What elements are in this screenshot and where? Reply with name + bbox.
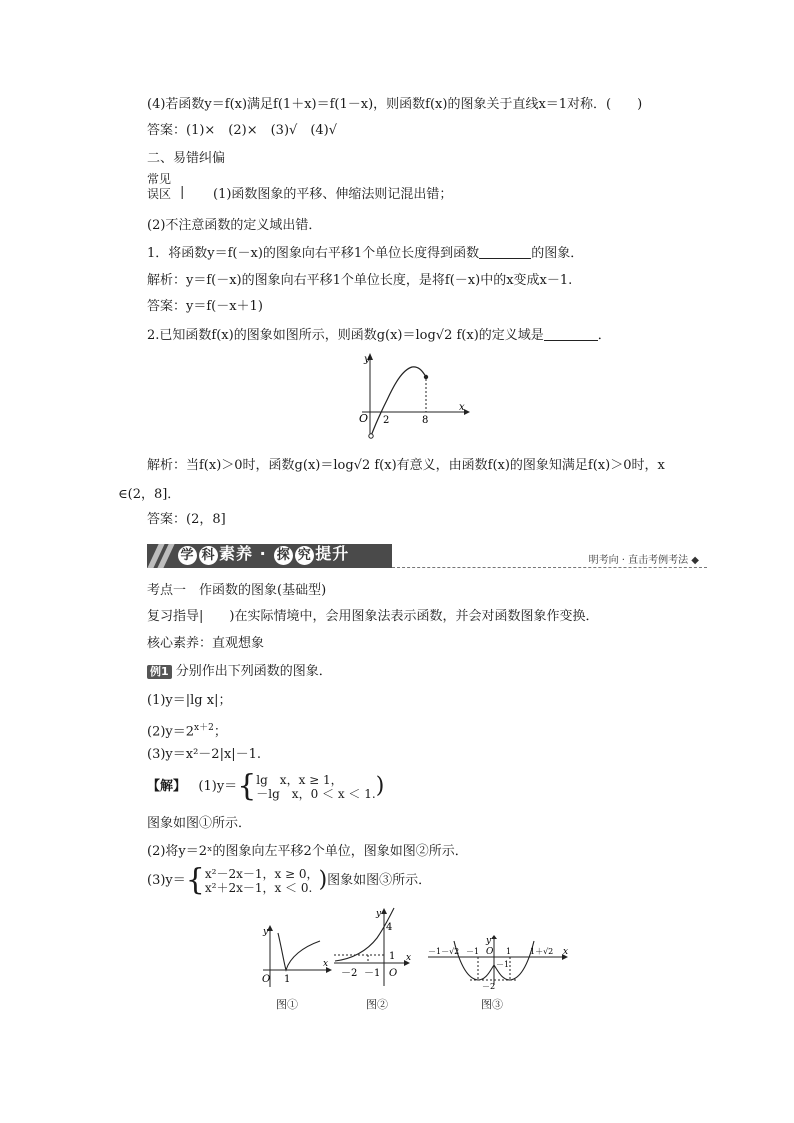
function-graph [352, 350, 472, 445]
banner-end: 提升 [315, 544, 350, 563]
figure-2-caption: 图② [366, 998, 388, 1011]
fig3-tick-a: －1－√2 [428, 947, 460, 956]
function-2 [147, 719, 227, 741]
case-top-1: lg x，x ≥ 1， [256, 772, 343, 787]
problem-2-answer: 答案：(2，8] [147, 512, 226, 527]
closed-point [424, 375, 428, 379]
fig1-tick-1: 1 [284, 974, 291, 985]
example-1 [147, 663, 332, 681]
q4-text: (4)若函数y＝f(x)满足f(1＋x)＝f(1－x)，则函数f(x)的图象关于直线x＝1对称．( ) [147, 97, 643, 112]
banner-char-4: 究 [295, 546, 314, 565]
example-1-text: 分别作出下列函数的图象． [175, 664, 332, 679]
problem-2-end: ． [597, 328, 611, 343]
banner-rule [392, 567, 707, 568]
core-literacy: 核心素养：直观想象 [147, 636, 265, 651]
figure-1-caption: 图① [276, 998, 298, 1011]
answer-1: 答案：(1)× (2)× (3)√ (4)√ [147, 123, 338, 138]
case-bottom-3: x²＋2x－1，x ＜ 0. [204, 880, 313, 895]
section-heading: 二、易错纠偏 [147, 151, 226, 166]
solution-1-cases [256, 773, 375, 801]
x-arrow [464, 409, 470, 415]
fig2-origin: O [389, 968, 398, 979]
right-paren-1: ) [375, 773, 385, 799]
problem-1-answer: 答案：y＝f(－x＋1) [147, 299, 263, 314]
fig3-origin: O [486, 947, 494, 957]
function-3: (3)y＝x²－2|x|－1. [147, 747, 262, 762]
banner-subtitle: 明考向 · 直击考例考法 ◆ [588, 555, 699, 566]
solution-3-cases [205, 867, 319, 895]
problem-1-solution: 解析：y＝f(－x)的图象向右平移1个单位长度，是将f(－x)中的x变成x－1. [147, 273, 573, 288]
left-brace-3: { [185, 862, 205, 898]
banner-char-3: 探 [274, 546, 293, 565]
mistake-item-1: (1)函数图象的平移、伸缩法则记混出错； [213, 187, 453, 202]
tick-8: 8 [422, 415, 429, 426]
fig2-tick-neg1: －1 [364, 968, 381, 979]
solution-2: (2)将y＝2ˣ的图象向左平移2个单位，图象如图②所示． [147, 844, 468, 859]
fig2-tick-1: 1 [389, 951, 396, 962]
fig1-x-label: x [323, 959, 329, 969]
fig3-tick-c: 1 [506, 947, 512, 956]
function-2-exp: x＋2 [194, 723, 214, 733]
mistake-divider: | [180, 185, 185, 200]
figure-3-caption: 图③ [481, 998, 503, 1011]
banner-char-1: 学 [178, 546, 197, 565]
fig1-y-label: y [263, 927, 269, 937]
mistake-label-bottom: 误区 [147, 187, 172, 201]
fig3-tick-e: －1 [496, 960, 510, 969]
problem-1-text: 1．将函数y＝f(－x)的图象向右平移1个单位长度得到函数 [147, 246, 480, 261]
solution-1 [147, 768, 385, 804]
open-point [369, 434, 373, 438]
origin-label: O [359, 412, 369, 425]
problem-2 [147, 327, 611, 345]
function-2-end: ； [213, 724, 227, 740]
case-bottom-1: －lg x，0 ＜ x ＜ 1. [256, 786, 376, 801]
fig3-tick-f: －2 [482, 982, 496, 990]
review-guide: 复习指导| )在实际情境中，会用图象法表示函数，并会对函数图象作变换． [147, 609, 599, 624]
solution-3 [147, 862, 432, 898]
solution-label: 【解】 [147, 779, 187, 794]
case-top-3: x²－2x－1，x ≥ 0， [204, 866, 319, 881]
figure-2 [332, 906, 414, 990]
problem-2-solution-cont: ∈(2，8]． [118, 487, 181, 502]
function-2-base: (2)y＝2 [147, 724, 195, 740]
left-brace-1: { [237, 768, 257, 804]
fig2-tick-neg2: －2 [341, 968, 358, 979]
y-label: y [364, 354, 370, 365]
banner-mid: 素养 · [219, 544, 274, 563]
mistake-label-top: 常见 [147, 172, 172, 186]
fig3-x-label: x [563, 947, 569, 957]
right-paren-3: ) [318, 867, 328, 893]
solution-3-prefix: (3)y＝ [147, 873, 186, 888]
problem-1 [147, 245, 583, 263]
x-label: x [459, 402, 465, 413]
banner-title [177, 542, 349, 566]
mistake-item-2: (2)不注意函数的定义域出错． [147, 218, 322, 233]
answer-blank [479, 246, 531, 259]
figure-3 [426, 935, 570, 990]
fig1-origin: O [262, 974, 271, 985]
fig2-y-label: y [376, 909, 382, 919]
topic-heading: 考点一 作函数的图象(基础型) [147, 583, 327, 598]
solution-1-prefix: (1)y＝ [198, 779, 238, 794]
banner-char-2: 科 [199, 546, 218, 565]
fig3-tick-d: 1＋√2 [530, 947, 554, 956]
problem-2-text: 2.已知函数f(x)的图象如图所示，则函数g(x)＝log√2 f(x)的定义域是 [147, 328, 544, 343]
problem-1-end: 的图象． [531, 246, 584, 261]
function-1: (1)y＝|lg x|； [147, 693, 232, 708]
curve [371, 367, 429, 436]
fig2-curve [335, 908, 394, 961]
problem-2-solution: 解析：当f(x)＞0时，函数g(x)＝log√2 f(x)有意义，由函数f(x)的图象知满足f(x)＞0时，x [147, 458, 665, 473]
fig3-y-label: y [486, 936, 492, 946]
fig1-curve [278, 933, 320, 970]
answer-blank-2 [544, 328, 598, 341]
solution-3-figure-note: 图象如图③所示． [327, 873, 432, 888]
fig2-tick-4: 4 [386, 922, 393, 933]
section-banner [147, 541, 707, 571]
fig3-tick-b: －1 [466, 947, 480, 956]
example-badge: 例1 [147, 665, 172, 679]
solution-1-figure-note: 图象如图①所示． [147, 816, 252, 831]
figure-1 [258, 925, 333, 990]
tick-2: 2 [383, 415, 390, 426]
fig2-x-label: x [406, 953, 412, 963]
